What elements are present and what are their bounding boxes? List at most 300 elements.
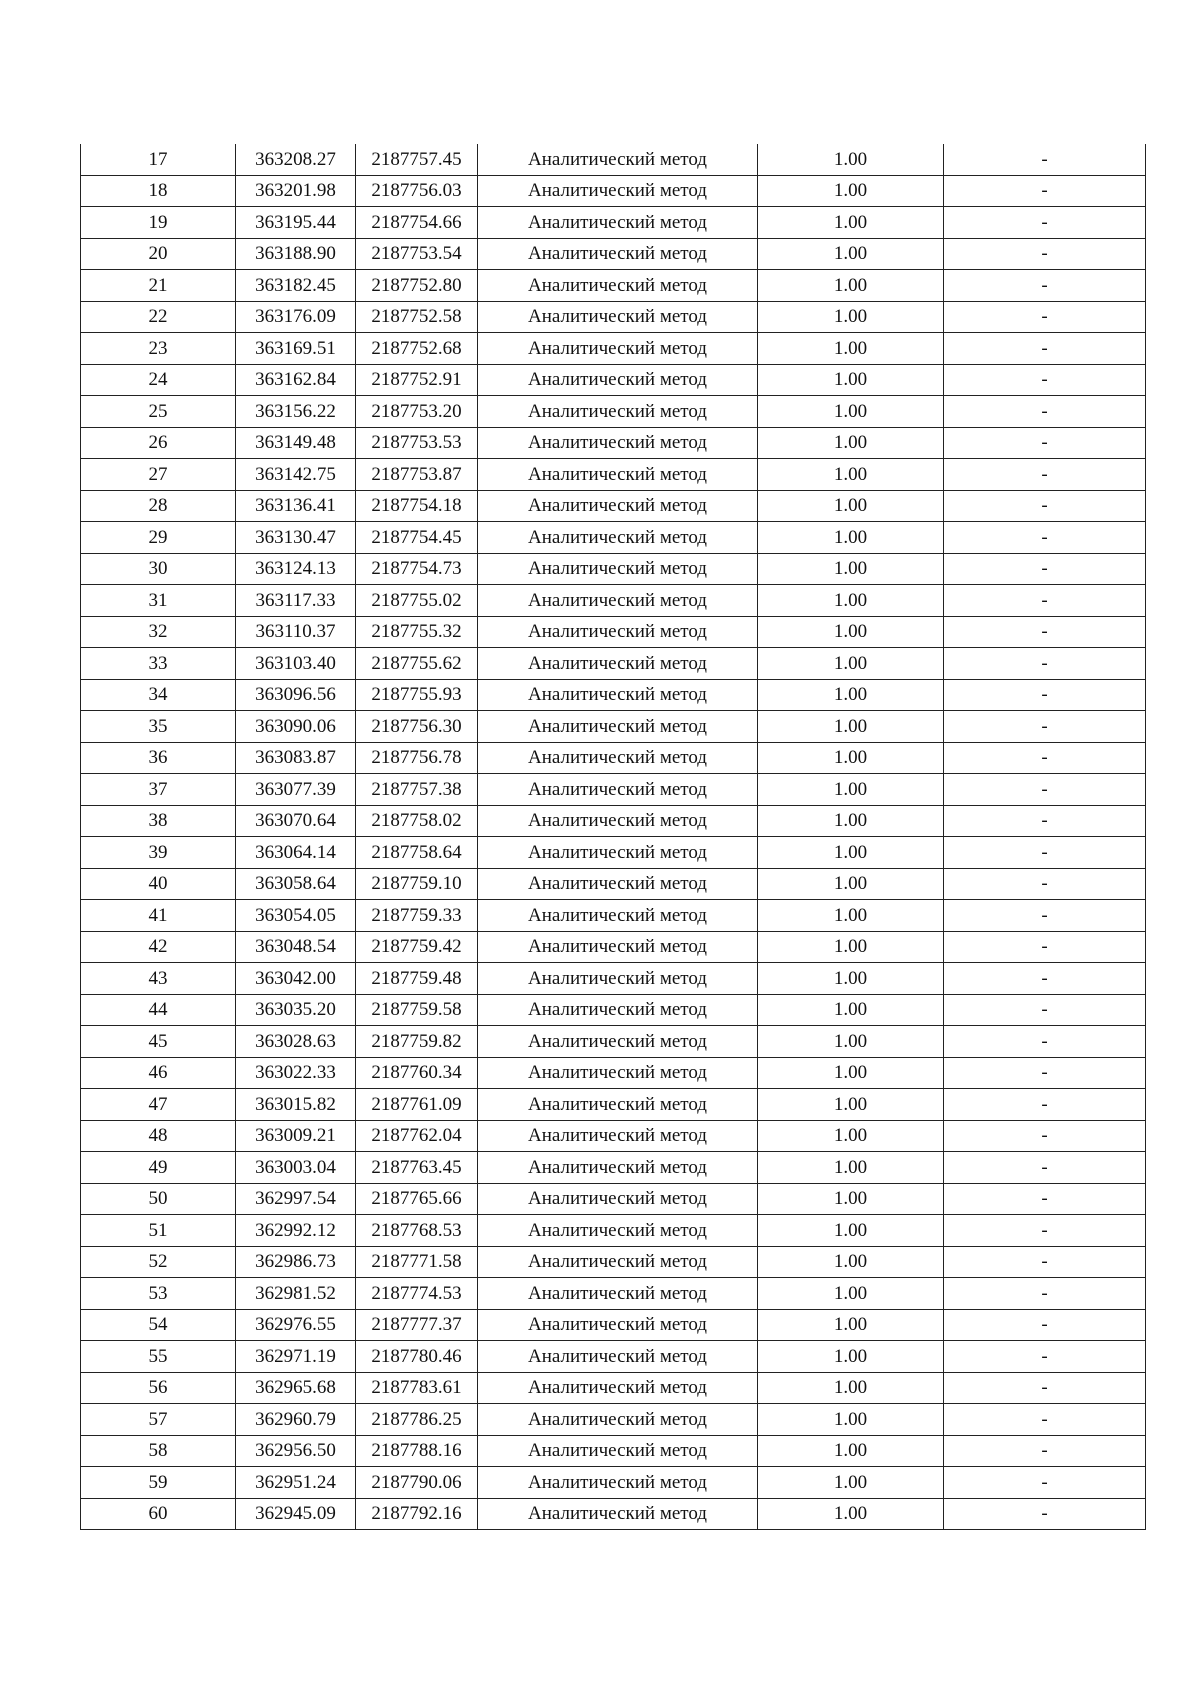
description-cell: - — [944, 1152, 1146, 1184]
point-number-cell: 40 — [81, 868, 236, 900]
method-cell: Аналитический метод — [478, 301, 758, 333]
y-coordinate-cell: 2187759.33 — [356, 900, 478, 932]
description-cell: - — [944, 1435, 1146, 1467]
table-row — [81, 805, 1146, 837]
method-cell: Аналитический метод — [478, 1215, 758, 1247]
point-number-cell: 38 — [81, 805, 236, 837]
table-row — [81, 1152, 1146, 1184]
coordinates-table — [80, 144, 1146, 1530]
method-cell: Аналитический метод — [478, 679, 758, 711]
method-cell: Аналитический метод — [478, 427, 758, 459]
y-coordinate-cell: 2187752.80 — [356, 270, 478, 302]
y-coordinate-cell: 2187756.30 — [356, 711, 478, 743]
point-number-cell: 46 — [81, 1057, 236, 1089]
description-cell: - — [944, 711, 1146, 743]
point-number-cell: 18 — [81, 175, 236, 207]
y-coordinate-cell: 2187763.45 — [356, 1152, 478, 1184]
method-cell: Аналитический метод — [478, 774, 758, 806]
point-number-cell: 29 — [81, 522, 236, 554]
x-coordinate-cell: 362986.73 — [236, 1246, 356, 1278]
method-cell: Аналитический метод — [478, 364, 758, 396]
point-number-cell: 53 — [81, 1278, 236, 1310]
y-coordinate-cell: 2187756.78 — [356, 742, 478, 774]
y-coordinate-cell: 2187786.25 — [356, 1404, 478, 1436]
x-coordinate-cell: 363096.56 — [236, 679, 356, 711]
table-row — [81, 1498, 1146, 1530]
accuracy-cell: 1.00 — [758, 1089, 944, 1121]
description-cell: - — [944, 1120, 1146, 1152]
table-row — [81, 364, 1146, 396]
point-number-cell: 36 — [81, 742, 236, 774]
accuracy-cell: 1.00 — [758, 963, 944, 995]
y-coordinate-cell: 2187759.42 — [356, 931, 478, 963]
accuracy-cell: 1.00 — [758, 994, 944, 1026]
x-coordinate-cell: 362997.54 — [236, 1183, 356, 1215]
table-row — [81, 648, 1146, 680]
point-number-cell: 45 — [81, 1026, 236, 1058]
y-coordinate-cell: 2187754.18 — [356, 490, 478, 522]
point-number-cell: 31 — [81, 585, 236, 617]
method-cell: Аналитический метод — [478, 144, 758, 175]
table-row — [81, 1246, 1146, 1278]
table-row — [81, 1467, 1146, 1499]
method-cell: Аналитический метод — [478, 207, 758, 239]
point-number-cell: 41 — [81, 900, 236, 932]
y-coordinate-cell: 2187759.48 — [356, 963, 478, 995]
y-coordinate-cell: 2187755.32 — [356, 616, 478, 648]
table-row — [81, 396, 1146, 428]
y-coordinate-cell: 2187754.45 — [356, 522, 478, 554]
table-row — [81, 490, 1146, 522]
y-coordinate-cell: 2187757.38 — [356, 774, 478, 806]
y-coordinate-cell: 2187774.53 — [356, 1278, 478, 1310]
table-row — [81, 1372, 1146, 1404]
accuracy-cell: 1.00 — [758, 1120, 944, 1152]
y-coordinate-cell: 2187753.54 — [356, 238, 478, 270]
x-coordinate-cell: 363117.33 — [236, 585, 356, 617]
table-row — [81, 679, 1146, 711]
y-coordinate-cell: 2187758.02 — [356, 805, 478, 837]
description-cell: - — [944, 1309, 1146, 1341]
x-coordinate-cell: 363042.00 — [236, 963, 356, 995]
table-body — [81, 144, 1146, 1530]
accuracy-cell: 1.00 — [758, 207, 944, 239]
method-cell: Аналитический метод — [478, 396, 758, 428]
accuracy-cell: 1.00 — [758, 459, 944, 491]
description-cell: - — [944, 1372, 1146, 1404]
x-coordinate-cell: 363182.45 — [236, 270, 356, 302]
method-cell: Аналитический метод — [478, 522, 758, 554]
method-cell: Аналитический метод — [478, 1435, 758, 1467]
y-coordinate-cell: 2187752.58 — [356, 301, 478, 333]
accuracy-cell: 1.00 — [758, 742, 944, 774]
method-cell: Аналитический метод — [478, 1026, 758, 1058]
y-coordinate-cell: 2187757.45 — [356, 144, 478, 175]
y-coordinate-cell: 2187788.16 — [356, 1435, 478, 1467]
accuracy-cell: 1.00 — [758, 648, 944, 680]
x-coordinate-cell: 362945.09 — [236, 1498, 356, 1530]
x-coordinate-cell: 363083.87 — [236, 742, 356, 774]
table-row — [81, 1057, 1146, 1089]
table-row — [81, 175, 1146, 207]
y-coordinate-cell: 2187755.93 — [356, 679, 478, 711]
point-number-cell: 60 — [81, 1498, 236, 1530]
point-number-cell: 33 — [81, 648, 236, 680]
table-row — [81, 333, 1146, 365]
point-number-cell: 30 — [81, 553, 236, 585]
table-row — [81, 270, 1146, 302]
description-cell: - — [944, 238, 1146, 270]
x-coordinate-cell: 362971.19 — [236, 1341, 356, 1373]
description-cell: - — [944, 1467, 1146, 1499]
x-coordinate-cell: 363110.37 — [236, 616, 356, 648]
table-row — [81, 144, 1146, 175]
x-coordinate-cell: 363208.27 — [236, 144, 356, 175]
accuracy-cell: 1.00 — [758, 333, 944, 365]
point-number-cell: 54 — [81, 1309, 236, 1341]
method-cell: Аналитический метод — [478, 648, 758, 680]
y-coordinate-cell: 2187754.73 — [356, 553, 478, 585]
method-cell: Аналитический метод — [478, 868, 758, 900]
method-cell: Аналитический метод — [478, 1152, 758, 1184]
description-cell: - — [944, 459, 1146, 491]
point-number-cell: 24 — [81, 364, 236, 396]
y-coordinate-cell: 2187762.04 — [356, 1120, 478, 1152]
method-cell: Аналитический метод — [478, 711, 758, 743]
point-number-cell: 22 — [81, 301, 236, 333]
y-coordinate-cell: 2187761.09 — [356, 1089, 478, 1121]
x-coordinate-cell: 363124.13 — [236, 553, 356, 585]
point-number-cell: 20 — [81, 238, 236, 270]
method-cell: Аналитический метод — [478, 1278, 758, 1310]
y-coordinate-cell: 2187754.66 — [356, 207, 478, 239]
method-cell: Аналитический метод — [478, 1498, 758, 1530]
description-cell: - — [944, 333, 1146, 365]
x-coordinate-cell: 363009.21 — [236, 1120, 356, 1152]
accuracy-cell: 1.00 — [758, 585, 944, 617]
accuracy-cell: 1.00 — [758, 1341, 944, 1373]
point-number-cell: 32 — [81, 616, 236, 648]
x-coordinate-cell: 362960.79 — [236, 1404, 356, 1436]
method-cell: Аналитический метод — [478, 175, 758, 207]
table-row — [81, 994, 1146, 1026]
accuracy-cell: 1.00 — [758, 1183, 944, 1215]
method-cell: Аналитический метод — [478, 837, 758, 869]
table-row — [81, 868, 1146, 900]
point-number-cell: 34 — [81, 679, 236, 711]
x-coordinate-cell: 363054.05 — [236, 900, 356, 932]
description-cell: - — [944, 585, 1146, 617]
y-coordinate-cell: 2187783.61 — [356, 1372, 478, 1404]
x-coordinate-cell: 362981.52 — [236, 1278, 356, 1310]
description-cell: - — [944, 175, 1146, 207]
table-row — [81, 774, 1146, 806]
x-coordinate-cell: 363048.54 — [236, 931, 356, 963]
x-coordinate-cell: 363070.64 — [236, 805, 356, 837]
accuracy-cell: 1.00 — [758, 837, 944, 869]
description-cell: - — [944, 1089, 1146, 1121]
accuracy-cell: 1.00 — [758, 1057, 944, 1089]
description-cell: - — [944, 994, 1146, 1026]
description-cell: - — [944, 1183, 1146, 1215]
x-coordinate-cell: 363003.04 — [236, 1152, 356, 1184]
description-cell: - — [944, 774, 1146, 806]
description-cell: - — [944, 1057, 1146, 1089]
description-cell: - — [944, 1404, 1146, 1436]
method-cell: Аналитический метод — [478, 1341, 758, 1373]
table-row — [81, 522, 1146, 554]
accuracy-cell: 1.00 — [758, 1467, 944, 1499]
table-row — [81, 616, 1146, 648]
y-coordinate-cell: 2187780.46 — [356, 1341, 478, 1373]
point-number-cell: 58 — [81, 1435, 236, 1467]
point-number-cell: 49 — [81, 1152, 236, 1184]
accuracy-cell: 1.00 — [758, 805, 944, 837]
point-number-cell: 39 — [81, 837, 236, 869]
y-coordinate-cell: 2187753.20 — [356, 396, 478, 428]
accuracy-cell: 1.00 — [758, 427, 944, 459]
point-number-cell: 23 — [81, 333, 236, 365]
accuracy-cell: 1.00 — [758, 900, 944, 932]
point-number-cell: 37 — [81, 774, 236, 806]
description-cell: - — [944, 490, 1146, 522]
description-cell: - — [944, 679, 1146, 711]
point-number-cell: 52 — [81, 1246, 236, 1278]
accuracy-cell: 1.00 — [758, 711, 944, 743]
accuracy-cell: 1.00 — [758, 238, 944, 270]
table-row — [81, 1089, 1146, 1121]
point-number-cell: 21 — [81, 270, 236, 302]
point-number-cell: 48 — [81, 1120, 236, 1152]
accuracy-cell: 1.00 — [758, 1309, 944, 1341]
accuracy-cell: 1.00 — [758, 1498, 944, 1530]
point-number-cell: 17 — [81, 144, 236, 175]
table-row — [81, 900, 1146, 932]
table-row — [81, 1278, 1146, 1310]
method-cell: Аналитический метод — [478, 931, 758, 963]
x-coordinate-cell: 363103.40 — [236, 648, 356, 680]
description-cell: - — [944, 427, 1146, 459]
method-cell: Аналитический метод — [478, 459, 758, 491]
y-coordinate-cell: 2187755.02 — [356, 585, 478, 617]
accuracy-cell: 1.00 — [758, 1026, 944, 1058]
accuracy-cell: 1.00 — [758, 175, 944, 207]
accuracy-cell: 1.00 — [758, 616, 944, 648]
table-row — [81, 1026, 1146, 1058]
table-row — [81, 963, 1146, 995]
y-coordinate-cell: 2187759.82 — [356, 1026, 478, 1058]
table-row — [81, 931, 1146, 963]
description-cell: - — [944, 1026, 1146, 1058]
table-row — [81, 1404, 1146, 1436]
x-coordinate-cell: 363156.22 — [236, 396, 356, 428]
x-coordinate-cell: 363022.33 — [236, 1057, 356, 1089]
accuracy-cell: 1.00 — [758, 553, 944, 585]
x-coordinate-cell: 363169.51 — [236, 333, 356, 365]
point-number-cell: 56 — [81, 1372, 236, 1404]
description-cell: - — [944, 1246, 1146, 1278]
x-coordinate-cell: 363188.90 — [236, 238, 356, 270]
table-row — [81, 427, 1146, 459]
description-cell: - — [944, 396, 1146, 428]
method-cell: Аналитический метод — [478, 1372, 758, 1404]
y-coordinate-cell: 2187777.37 — [356, 1309, 478, 1341]
point-number-cell: 50 — [81, 1183, 236, 1215]
x-coordinate-cell: 362951.24 — [236, 1467, 356, 1499]
y-coordinate-cell: 2187768.53 — [356, 1215, 478, 1247]
y-coordinate-cell: 2187755.62 — [356, 648, 478, 680]
method-cell: Аналитический метод — [478, 1120, 758, 1152]
table-row — [81, 1309, 1146, 1341]
method-cell: Аналитический метод — [478, 553, 758, 585]
y-coordinate-cell: 2187752.91 — [356, 364, 478, 396]
accuracy-cell: 1.00 — [758, 301, 944, 333]
x-coordinate-cell: 363035.20 — [236, 994, 356, 1026]
method-cell: Аналитический метод — [478, 900, 758, 932]
description-cell: - — [944, 553, 1146, 585]
table-row — [81, 837, 1146, 869]
table-row — [81, 1215, 1146, 1247]
x-coordinate-cell: 362992.12 — [236, 1215, 356, 1247]
description-cell: - — [944, 868, 1146, 900]
description-cell: - — [944, 1341, 1146, 1373]
y-coordinate-cell: 2187771.58 — [356, 1246, 478, 1278]
point-number-cell: 59 — [81, 1467, 236, 1499]
accuracy-cell: 1.00 — [758, 774, 944, 806]
accuracy-cell: 1.00 — [758, 868, 944, 900]
method-cell: Аналитический метод — [478, 805, 758, 837]
method-cell: Аналитический метод — [478, 585, 758, 617]
description-cell: - — [944, 522, 1146, 554]
x-coordinate-cell: 363015.82 — [236, 1089, 356, 1121]
x-coordinate-cell: 363162.84 — [236, 364, 356, 396]
method-cell: Аналитический метод — [478, 238, 758, 270]
method-cell: Аналитический метод — [478, 616, 758, 648]
table-row — [81, 1183, 1146, 1215]
point-number-cell: 55 — [81, 1341, 236, 1373]
accuracy-cell: 1.00 — [758, 931, 944, 963]
accuracy-cell: 1.00 — [758, 364, 944, 396]
table-row — [81, 742, 1146, 774]
point-number-cell: 26 — [81, 427, 236, 459]
description-cell: - — [944, 144, 1146, 175]
accuracy-cell: 1.00 — [758, 1435, 944, 1467]
table-row — [81, 238, 1146, 270]
y-coordinate-cell: 2187753.53 — [356, 427, 478, 459]
y-coordinate-cell: 2187790.06 — [356, 1467, 478, 1499]
x-coordinate-cell: 363090.06 — [236, 711, 356, 743]
x-coordinate-cell: 363130.47 — [236, 522, 356, 554]
y-coordinate-cell: 2187765.66 — [356, 1183, 478, 1215]
table-row — [81, 459, 1146, 491]
accuracy-cell: 1.00 — [758, 490, 944, 522]
x-coordinate-cell: 363136.41 — [236, 490, 356, 522]
description-cell: - — [944, 963, 1146, 995]
x-coordinate-cell: 363176.09 — [236, 301, 356, 333]
y-coordinate-cell: 2187753.87 — [356, 459, 478, 491]
table-row — [81, 207, 1146, 239]
method-cell: Аналитический метод — [478, 1183, 758, 1215]
x-coordinate-cell: 363058.64 — [236, 868, 356, 900]
description-cell: - — [944, 1498, 1146, 1530]
point-number-cell: 47 — [81, 1089, 236, 1121]
point-number-cell: 28 — [81, 490, 236, 522]
table-row — [81, 1341, 1146, 1373]
method-cell: Аналитический метод — [478, 1089, 758, 1121]
method-cell: Аналитический метод — [478, 1057, 758, 1089]
accuracy-cell: 1.00 — [758, 396, 944, 428]
accuracy-cell: 1.00 — [758, 270, 944, 302]
y-coordinate-cell: 2187752.68 — [356, 333, 478, 365]
x-coordinate-cell: 363195.44 — [236, 207, 356, 239]
x-coordinate-cell: 363149.48 — [236, 427, 356, 459]
y-coordinate-cell: 2187759.58 — [356, 994, 478, 1026]
method-cell: Аналитический метод — [478, 1404, 758, 1436]
table-row — [81, 585, 1146, 617]
point-number-cell: 43 — [81, 963, 236, 995]
accuracy-cell: 1.00 — [758, 1246, 944, 1278]
x-coordinate-cell: 362976.55 — [236, 1309, 356, 1341]
description-cell: - — [944, 207, 1146, 239]
accuracy-cell: 1.00 — [758, 1215, 944, 1247]
point-number-cell: 19 — [81, 207, 236, 239]
x-coordinate-cell: 362965.68 — [236, 1372, 356, 1404]
method-cell: Аналитический метод — [478, 270, 758, 302]
description-cell: - — [944, 648, 1146, 680]
accuracy-cell: 1.00 — [758, 522, 944, 554]
x-coordinate-cell: 363064.14 — [236, 837, 356, 869]
description-cell: - — [944, 805, 1146, 837]
method-cell: Аналитический метод — [478, 1467, 758, 1499]
table-row — [81, 1435, 1146, 1467]
y-coordinate-cell: 2187792.16 — [356, 1498, 478, 1530]
description-cell: - — [944, 931, 1146, 963]
accuracy-cell: 1.00 — [758, 1278, 944, 1310]
description-cell: - — [944, 616, 1146, 648]
x-coordinate-cell: 363201.98 — [236, 175, 356, 207]
x-coordinate-cell: 363077.39 — [236, 774, 356, 806]
point-number-cell: 27 — [81, 459, 236, 491]
point-number-cell: 42 — [81, 931, 236, 963]
x-coordinate-cell: 363142.75 — [236, 459, 356, 491]
y-coordinate-cell: 2187759.10 — [356, 868, 478, 900]
point-number-cell: 57 — [81, 1404, 236, 1436]
accuracy-cell: 1.00 — [758, 679, 944, 711]
method-cell: Аналитический метод — [478, 333, 758, 365]
y-coordinate-cell: 2187756.03 — [356, 175, 478, 207]
point-number-cell: 44 — [81, 994, 236, 1026]
point-number-cell: 25 — [81, 396, 236, 428]
description-cell: - — [944, 1278, 1146, 1310]
method-cell: Аналитический метод — [478, 490, 758, 522]
method-cell: Аналитический метод — [478, 1309, 758, 1341]
description-cell: - — [944, 900, 1146, 932]
method-cell: Аналитический метод — [478, 994, 758, 1026]
accuracy-cell: 1.00 — [758, 1372, 944, 1404]
description-cell: - — [944, 270, 1146, 302]
accuracy-cell: 1.00 — [758, 144, 944, 175]
y-coordinate-cell: 2187760.34 — [356, 1057, 478, 1089]
x-coordinate-cell: 362956.50 — [236, 1435, 356, 1467]
table-row — [81, 553, 1146, 585]
method-cell: Аналитический метод — [478, 742, 758, 774]
point-number-cell: 51 — [81, 1215, 236, 1247]
x-coordinate-cell: 363028.63 — [236, 1026, 356, 1058]
description-cell: - — [944, 1215, 1146, 1247]
table-row — [81, 1120, 1146, 1152]
table-row — [81, 711, 1146, 743]
accuracy-cell: 1.00 — [758, 1404, 944, 1436]
